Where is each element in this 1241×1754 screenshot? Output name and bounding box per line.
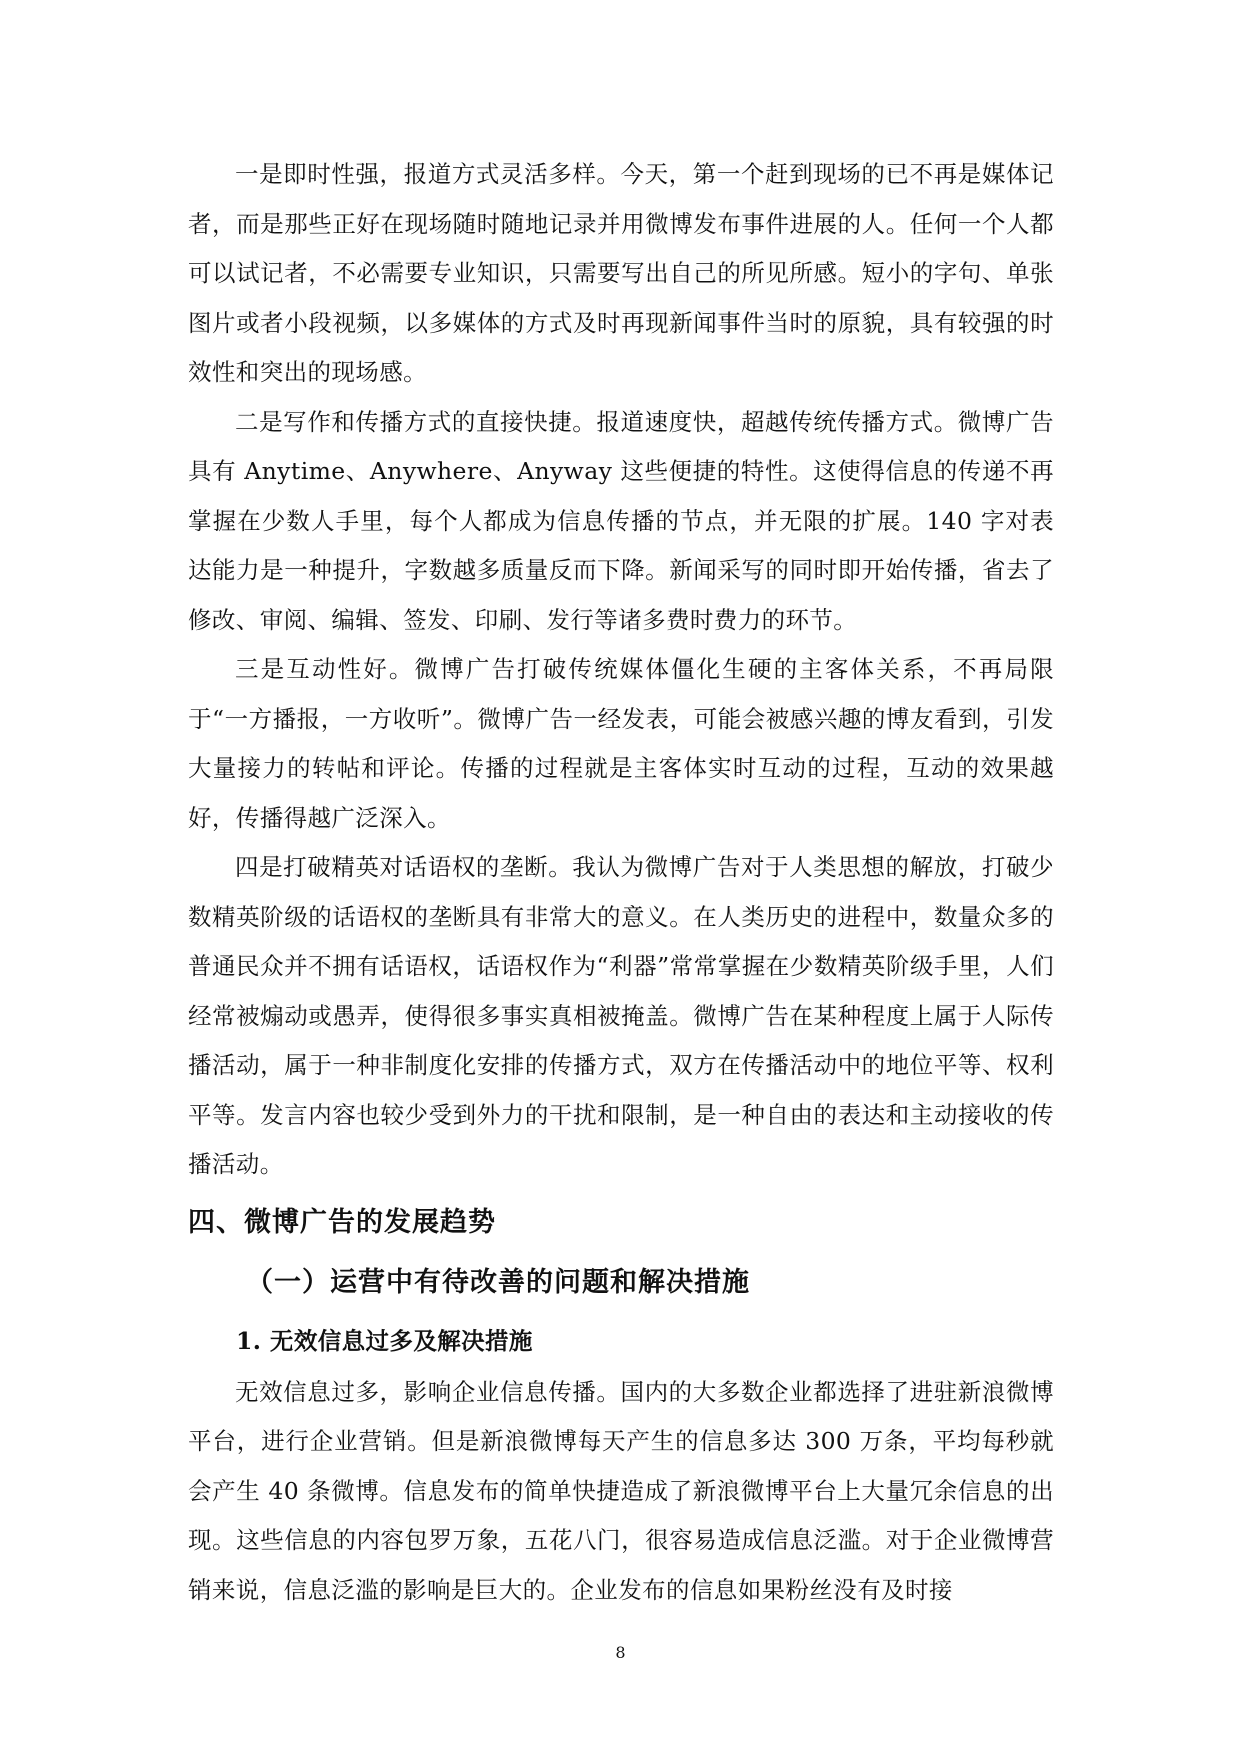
subsection-heading: （一）运营中有待改善的问题和解决措施	[246, 1266, 750, 1298]
page-number: 8	[615, 1643, 626, 1662]
paragraph-discourse-power: 四是打破精英对话语权的垄断。我认为微博广告对于人类思想的解放，打破少数精英阶级的话语权的垄断具有非常大的意义。在人类历史的进程中，数量众多的普通民众并不拥有话语权，话语权作为“利器”常常掌握在少数精英阶级手里，人们经常被煽动或愚弄，使得很多事实真相被掩盖。微博广告在某种程度上属于人际传播活动，属于一种非制度化安排的传播方式，双方在传播活动中的地位平等、权利平等。发言内容也较少受到外力的干扰和限制，是一种自由的表达和主动接收的传播活动。	[188, 853, 1054, 1178]
paragraph-interactivity: 三是互动性好。微博广告打破传统媒体僵化生硬的主客体关系，不再局限于“一方播报，一方收听”。微博广告一经发表，可能会被感兴趣的博友看到，引发大量接力的转帖和评论。传播的过程就是主客体实时互动的过程，互动的效果越好，传播得越广泛深入。	[188, 655, 1054, 832]
paragraph-directness: 二是写作和传播方式的直接快捷。报道速度快，超越传统传播方式。微博广告具有 Anytime、Anywhere、Anyway 这些便捷的特性。这使得信息的传递不再掌握在少数人手里，每个人都成为信息传播的节点，并无限的扩展。140 字对表达能力是一种提升，字数越多质量反而下降。新闻采写的同时即开始传播，省去了修改、审阅、编辑、签发、印刷、发行等诸多费时费力的环节。	[188, 407, 1054, 634]
section-heading: 四、微博广告的发展趋势	[188, 1206, 496, 1238]
page-body	[188, 150, 1054, 1615]
paragraph-immediacy: 一是即时性强，报道方式灵活多样。今天，第一个赶到现场的已不再是媒体记者，而是那些正好在现场随时随地记录并用微博发布事件进展的人。任何一个人都可以试记者，不必需要专业知识，只需要写出自己的所见所感。短小的字句、单张图片或者小段视频，以多媒体的方式及时再现新闻事件当时的原貌，具有较强的时效性和突出的现场感。	[188, 160, 1054, 386]
paragraph-invalid-info: 无效信息过多，影响企业信息传播。国内的大多数企业都选择了进驻新浪微博平台，进行企业营销。但是新浪微博每天产生的信息多达 300 万条，平均每秒就会产生 40 条微博。信息发布的简单快捷造成了新浪微博平台上大量冗余信息的出现。这些信息的内容包罗万象，五花八门，很容易造成信息泛滥。对于企业微博营销来说，信息泛滥的影响是巨大的。企业发布的信息如果粉丝没有及时接	[188, 1377, 1054, 1604]
item-heading: 1. 无效信息过多及解决措施	[236, 1326, 533, 1355]
